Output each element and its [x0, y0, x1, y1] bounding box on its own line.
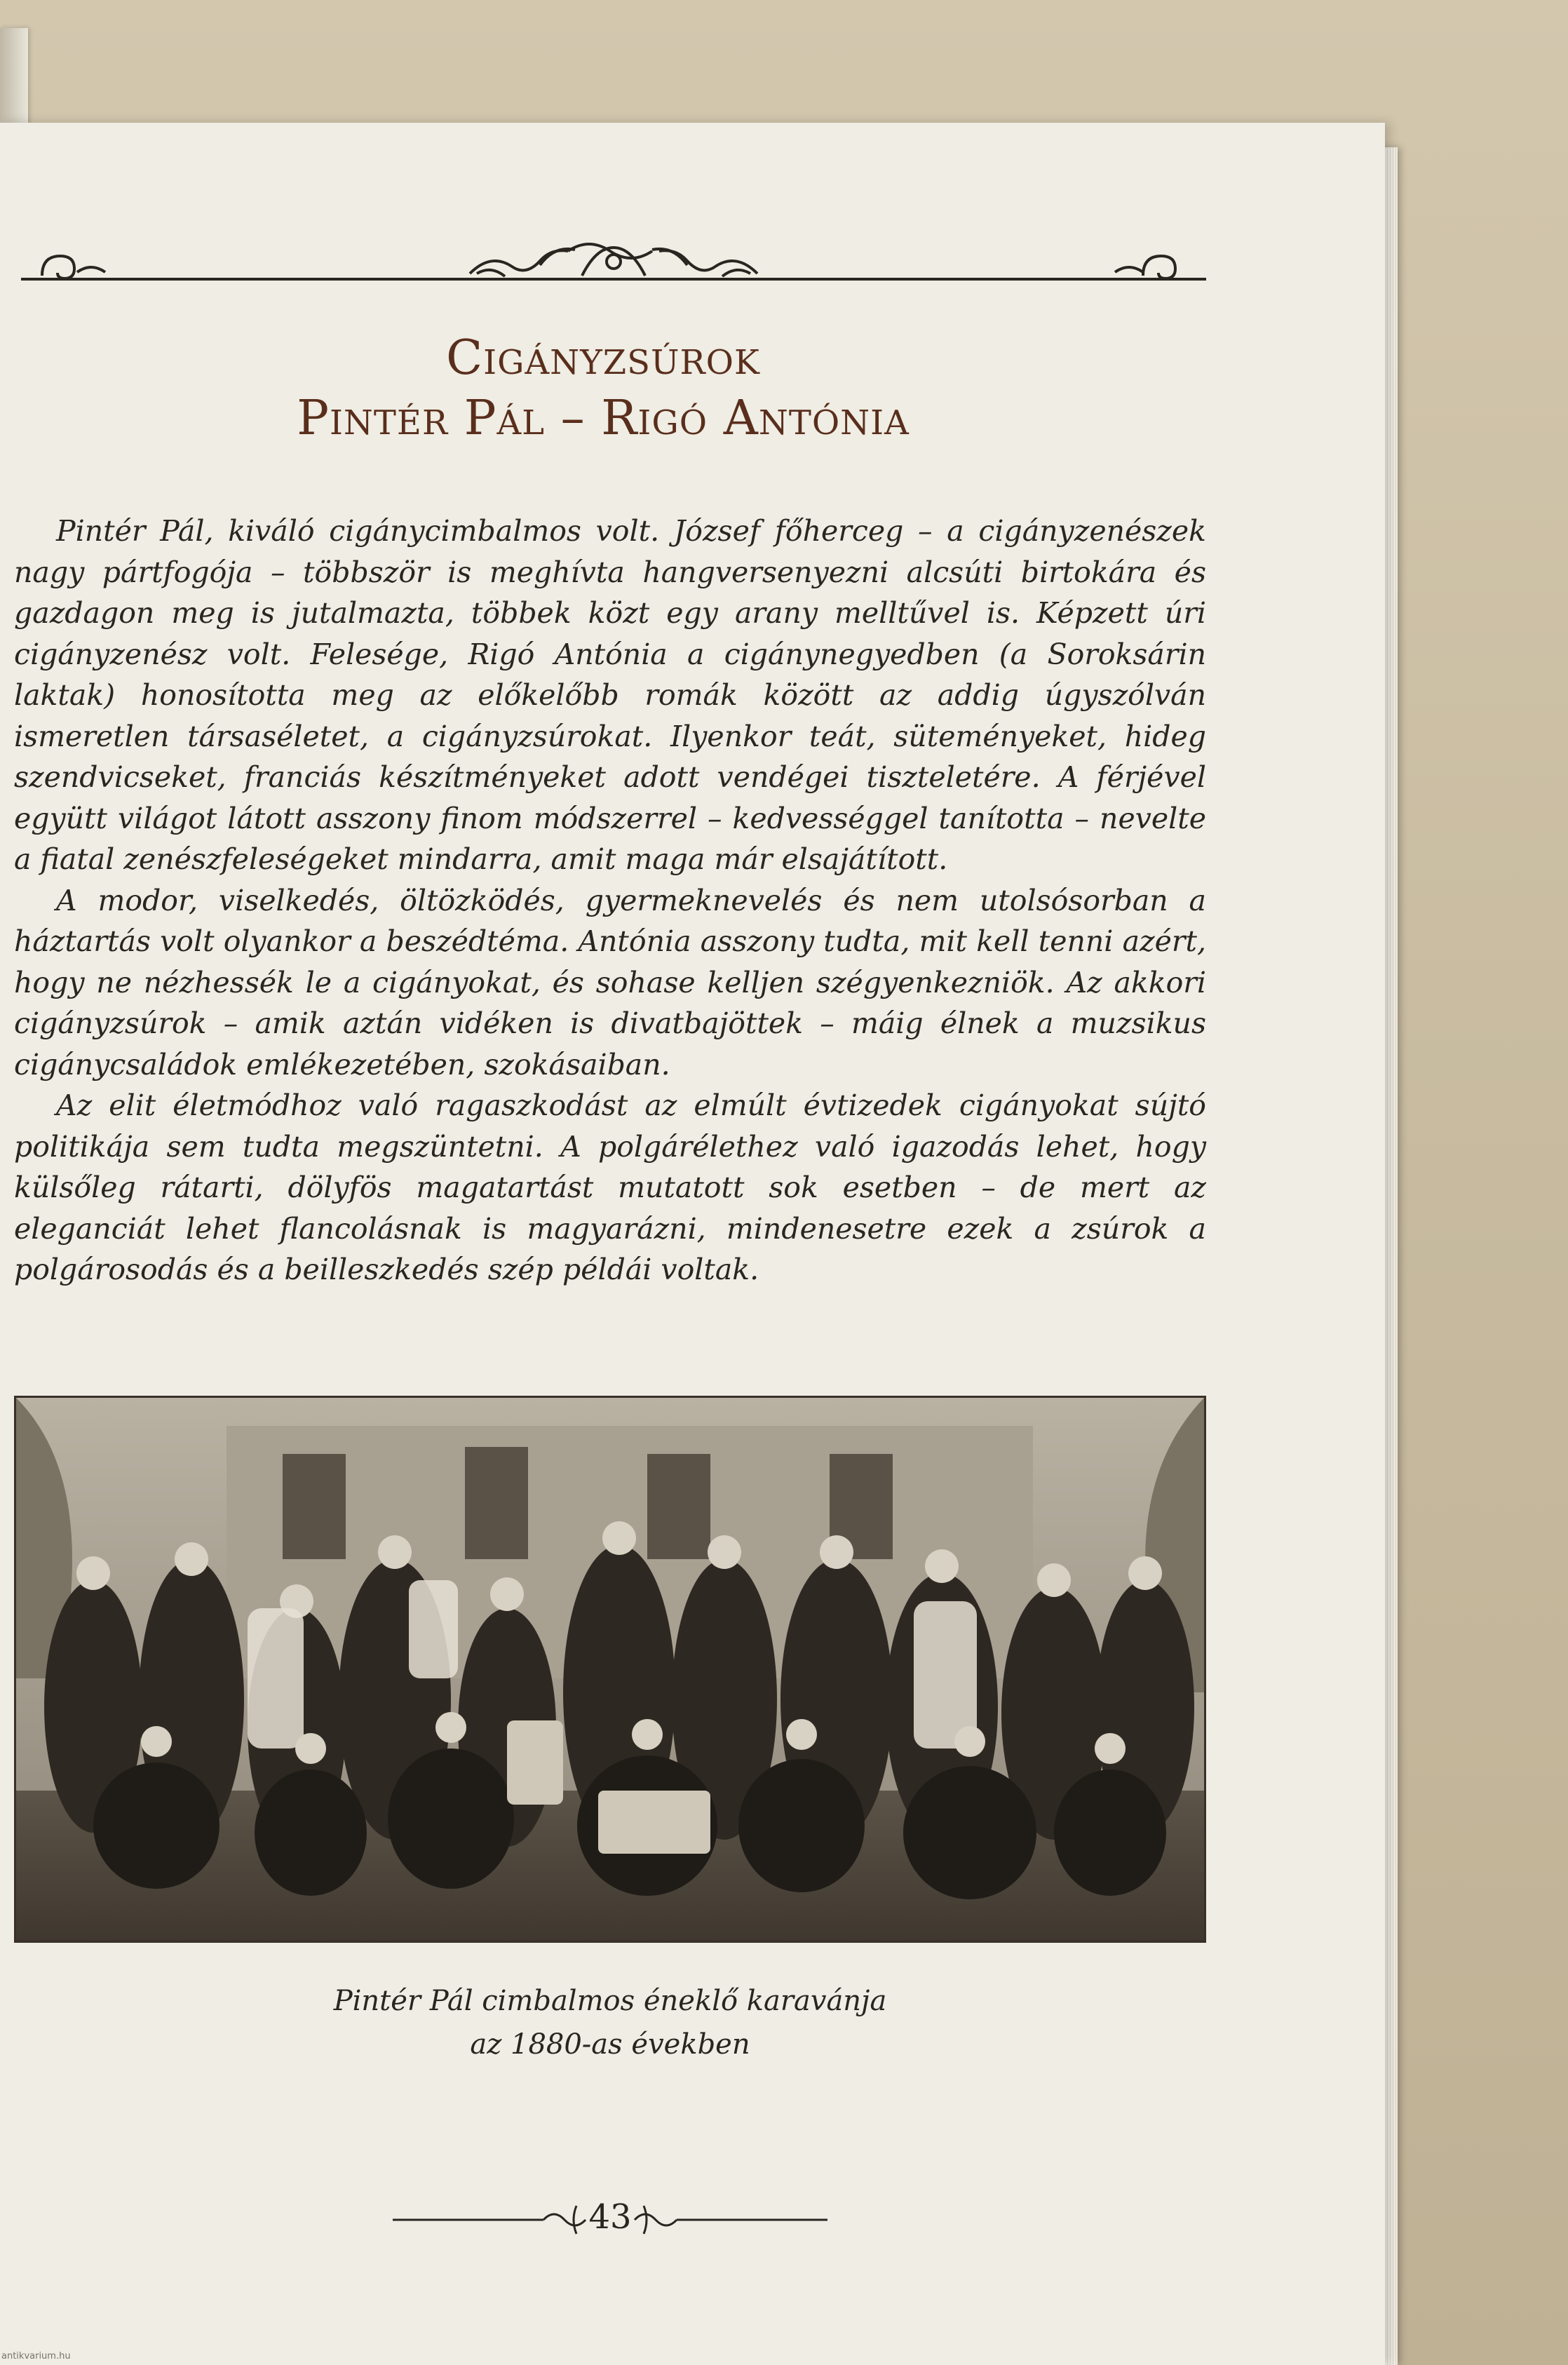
- photo-caption: [0, 1979, 1220, 2066]
- header-ornament-icon: [21, 237, 1206, 286]
- watermark: antikvarium.hu: [1, 2351, 71, 2361]
- group-photo-image: [16, 1398, 1204, 1941]
- historical-group-photo: [14, 1396, 1206, 1943]
- caption-line-1: Pintér Pál cimbalmos éneklő karavánja: [333, 1985, 887, 2017]
- caption-line-2: az 1880-as években: [470, 2028, 750, 2061]
- page-title: [0, 328, 1206, 448]
- title-line-2: Pintér Pál – Rigó Antónia: [297, 390, 910, 446]
- title-line-1: Cigányzsúrok: [446, 330, 760, 386]
- paragraph: Pintér Pál, kiváló cigánycimbalmos volt. József főherceg – a cigányzenészek nagy pártfogója – többször is meghívta hangversenyezni alcsúti birtokára és gazdagon meg is jutalmazta, többek közt egy arany melltűvel is. Képzett úri cigányzenész volt. Felesége, Rigó Antónia a cigánynegyedben (a Soroksárin laktak) honosította meg az előkelőbb romák között az addig úgyszólván ismeretlen társaséletet, a cigányzsúrokat. Ilyenkor teát, süteményeket, hideg szendvicseket, franciás készítményeket adott vendégei tiszteletére. A férjével együtt világot látott asszony finom módszerrel – kedvességgel tanította – nevelte a fiatal zenészfeleségeket mindarra, amit maga már elsajátított.: [14, 514, 1206, 876]
- paragraph: Az elit életmódhoz való ragaszkodást az elmúlt évtizedek cigányokat sújtó politikája sem tudta megszüntetni. A polgárélethez való igazodás lehet, hogy külsőleg rátarti, dölyfös magatartást mutatott sok esetben – de mert az eleganciát lehet flancolásnak is magyarázni, mindenesetre ezek a zsúrok a polgárosodás és a beilleszkedés szép példái voltak.: [14, 1089, 1206, 1286]
- page-number: 43: [588, 2197, 632, 2237]
- article-body: [14, 511, 1206, 1291]
- page-footer: [393, 2192, 827, 2248]
- paragraph: A modor, viselkedés, öltözködés, gyermeknevelés és nem utolsósorban a háztartás volt olyankor a beszédtéma. Antónia asszony tudta, mit kell tenni azért, hogy ne nézhessék le a cigányokat, és sohase kelljen szégyenkezniök. Az akkori cigányzsúrok – amik aztán vidéken is divatbajöttek – máig élnek a muzsikus cigánycsaládok emlékezetében, szokásaiban.: [14, 883, 1206, 1082]
